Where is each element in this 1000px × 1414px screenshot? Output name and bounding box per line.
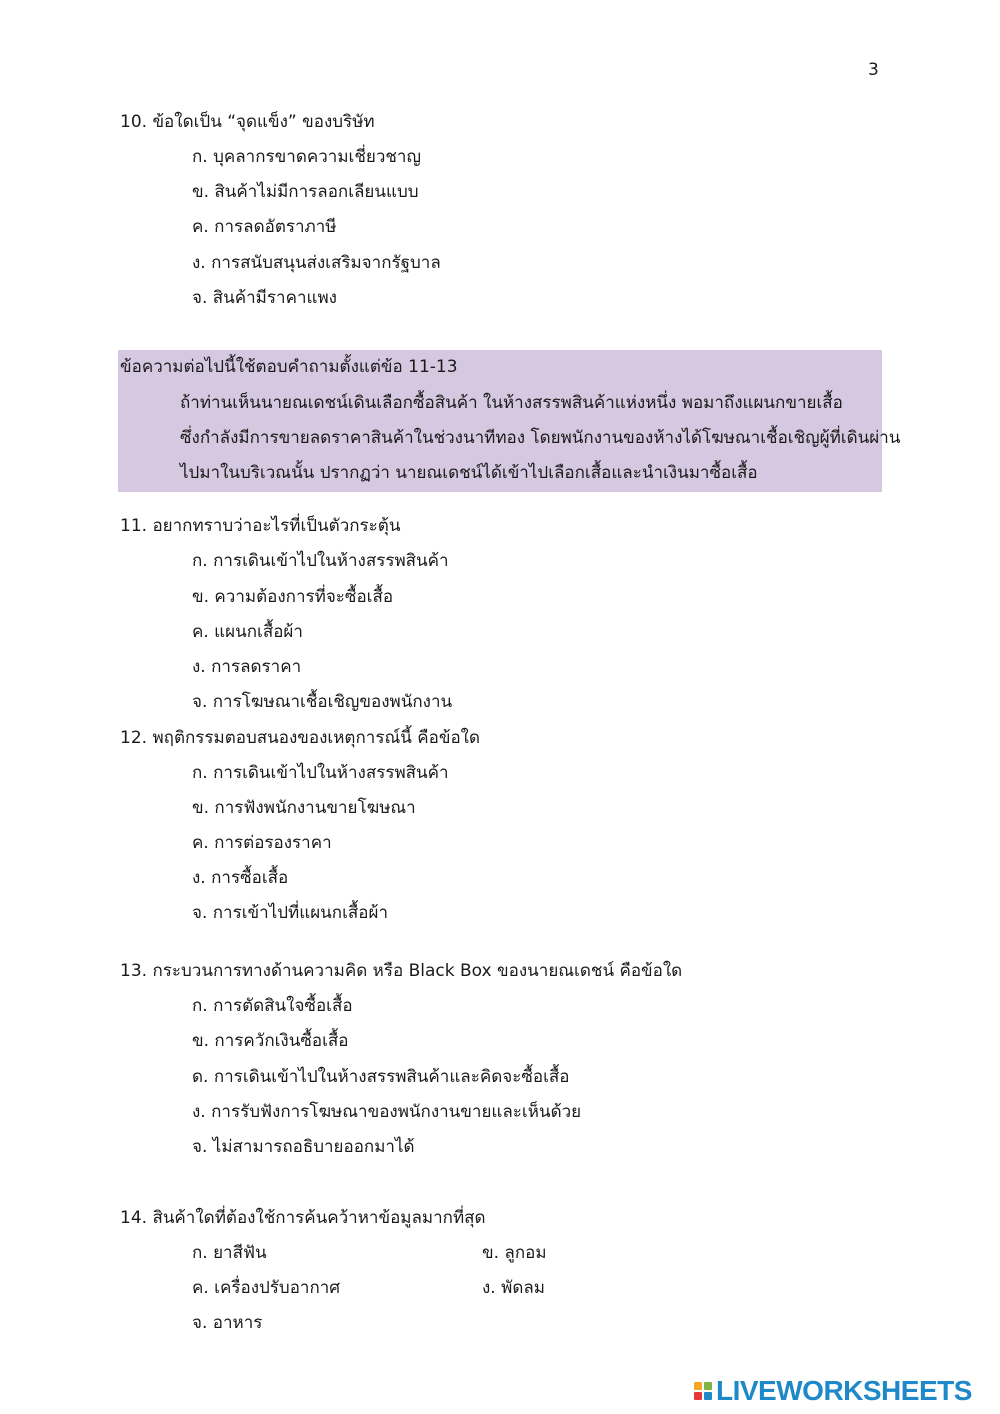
passage-heading: ข้อความต่อไปนี้ใช้ตอบคำถามตั้งแต่ข้อ 11-13 (120, 357, 458, 377)
logo-square-4 (704, 1392, 712, 1400)
q12-option-b: ข. การฟังพนักงานขายโฆษณา (192, 798, 416, 818)
question-14-stem: 14. สินค้าใดที่ต้องใช้การค้นคว้าหาข้อมูลมากที่สุด (120, 1208, 486, 1228)
q11-option-d: ง. การลดราคา (192, 657, 302, 677)
q11-option-c: ค. แผนกเสื้อผ้า (192, 622, 303, 642)
q13-option-a: ก. การตัดสินใจซื้อเสื้อ (192, 996, 353, 1016)
question-10-stem: 10. ข้อใดเป็น “จุดแข็ง” ของบริษัท (120, 112, 375, 132)
logo-square-1 (694, 1382, 702, 1390)
liveworksheets-logo (694, 1376, 972, 1406)
q14-option-b: ข. ลูกอม (482, 1243, 547, 1263)
question-13-stem: 13. กระบวนการทางด้านความคิด หรือ Black Box ของนายณเดชน์ คือข้อใด (120, 961, 683, 981)
q13-option-e: จ. ไม่สามารถอธิบายออกมาได้ (192, 1137, 415, 1157)
logo-square-3 (694, 1392, 702, 1400)
q14-option-a: ก. ยาสีฟัน (192, 1243, 267, 1263)
q11-option-e: จ. การโฆษณาเชื้อเชิญของพนักงาน (192, 692, 453, 712)
q10-option-a: ก. บุคลากรขาดความเชี่ยวชาญ (192, 147, 421, 167)
q12-option-e: จ. การเข้าไปที่แผนกเสื้อผ้า (192, 903, 388, 923)
passage-line-3: ไปมาในบริเวณนั้น ปรากฏว่า นายณเดชน์ได้เข้าไปเลือกเสื้อและนำเงินมาซื้อเสื้อ (180, 463, 758, 483)
passage-line-1: ถ้าท่านเห็นนายณเดชน์เดินเลือกซื้อสินค้า ในห้างสรรพสินค้าแห่งหนึ่ง พอมาถึงแผนกขายเสื้อ (180, 393, 843, 413)
question-12-stem: 12. พฤติกรรมตอบสนองของเหตุการณ์นี้ คือข้อใด (120, 728, 480, 748)
q13-option-d: ง. การรับฟังการโฆษณาของพนักงานขายและเห็นด้วย (192, 1102, 582, 1122)
q10-option-d: ง. การสนับสนุนส่งเสริมจากรัฐบาล (192, 253, 441, 273)
q12-option-a: ก. การเดินเข้าไปในห้างสรรพสินค้า (192, 763, 449, 783)
q13-option-b: ข. การควักเงินซื้อเสื้อ (192, 1031, 349, 1051)
q14-option-e: จ. อาหาร (192, 1313, 263, 1333)
q12-option-c: ค. การต่อรองราคา (192, 833, 332, 853)
logo-icon (694, 1382, 712, 1400)
q10-option-c: ค. การลดอัตราภาษี (192, 217, 337, 237)
logo-text: LIVEWORKSHEETS (716, 1375, 972, 1406)
q10-option-b: ข. สินค้าไม่มีการลอกเลียนแบบ (192, 182, 419, 202)
q14-option-c: ค. เครื่องปรับอากาศ (192, 1278, 341, 1298)
q10-option-e: จ. สินค้ามีราคาแพง (192, 288, 337, 308)
q11-option-a: ก. การเดินเข้าไปในห้างสรรพสินค้า (192, 551, 449, 571)
q11-option-b: ข. ความต้องการที่จะซื้อเสื้อ (192, 587, 394, 607)
logo-square-2 (704, 1382, 712, 1390)
question-11-stem: 11. อยากทราบว่าอะไรที่เป็นตัวกระตุ้น (120, 516, 401, 536)
page-number: 3 (868, 60, 879, 80)
q13-option-c: ด. การเดินเข้าไปในห้างสรรพสินค้าและคิดจะซื้อเสื้อ (192, 1067, 570, 1087)
passage-line-2: ซึ่งกำลังมีการขายลดราคาสินค้าในช่วงนาทีทอง โดยพนักงานของห้างได้โฆษณาเชื้อเชิญผู้ที่เดินผ่าน (180, 428, 901, 448)
q12-option-d: ง. การซื้อเสื้อ (192, 868, 289, 888)
q14-option-d: ง. พัดลม (482, 1278, 545, 1298)
